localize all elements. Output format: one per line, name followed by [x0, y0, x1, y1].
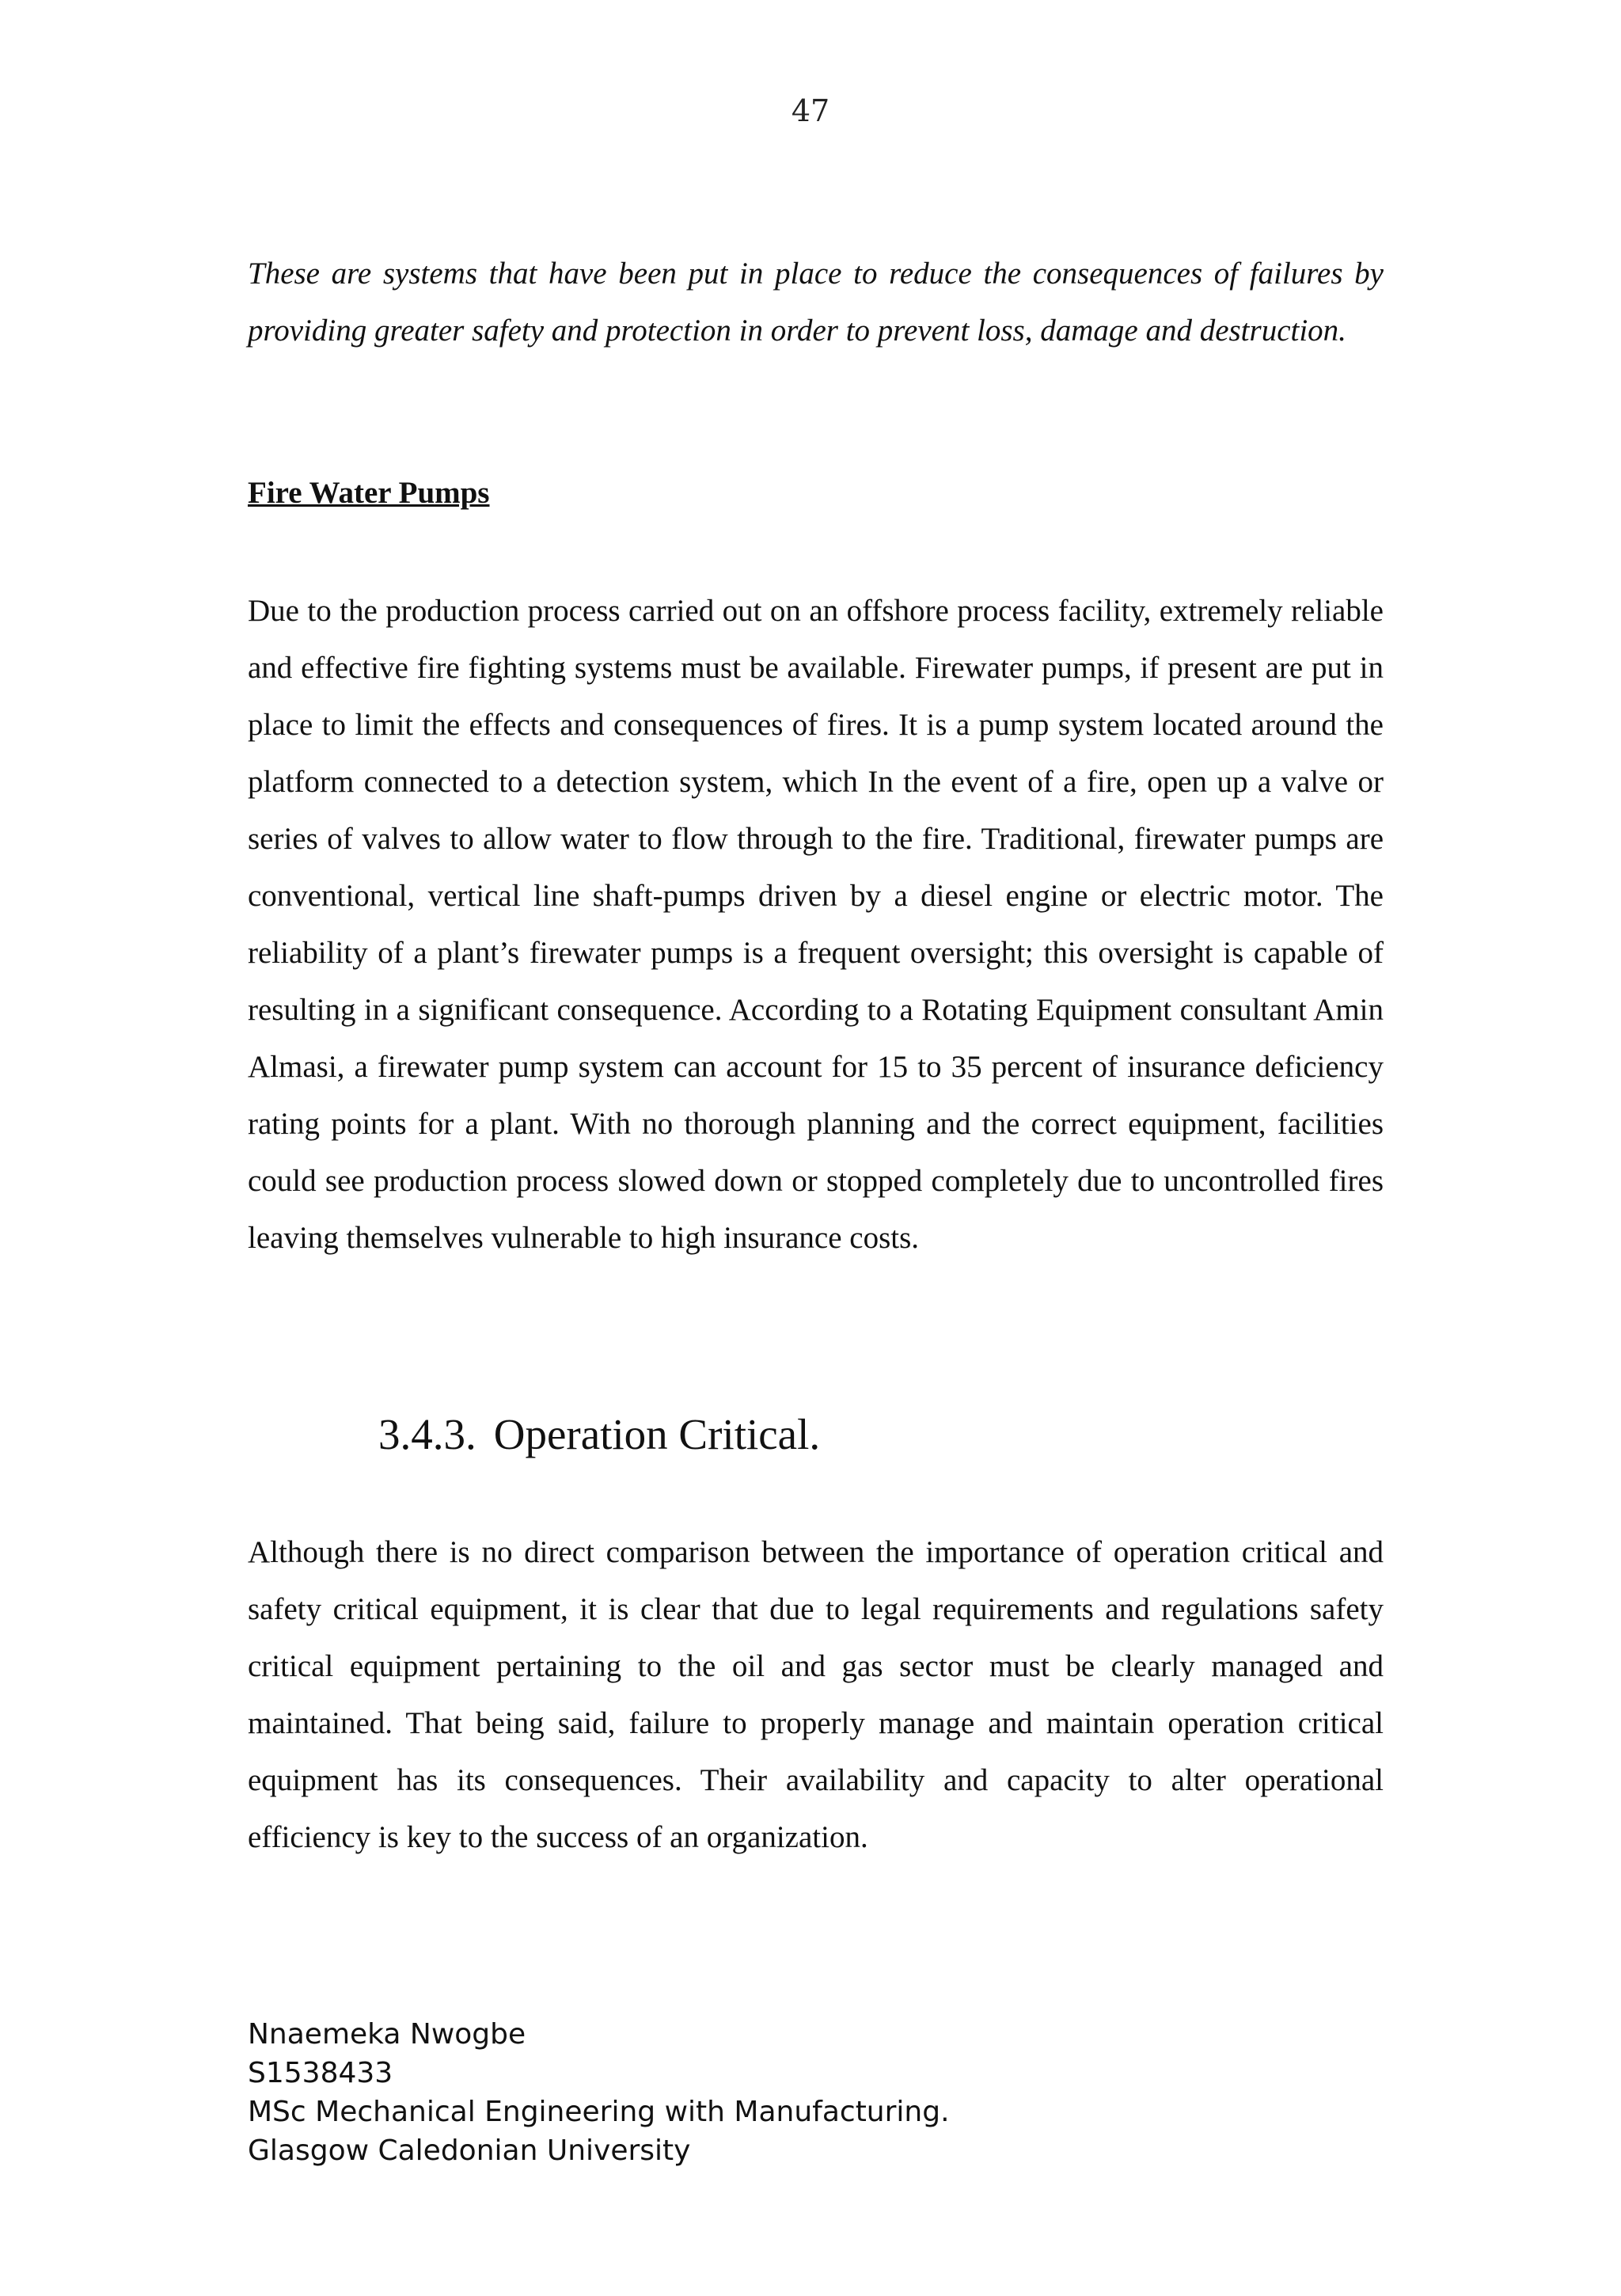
section-number: 3.4.3.: [378, 1410, 476, 1458]
author-name: Nnaemeka Nwogbe: [248, 2018, 526, 2051]
page-footer: [248, 2015, 950, 2170]
operation-critical-paragraph: Although there is no direct comparison between the importance of operation critical and safety critical equipment, it is clear that due to legal requirements and regulations safety critical equipment pertaining to the oil and gas sector must be clearly managed and maintained. That being said, failure to properly manage and maintain operation critical equipment has its consequences. Their availability and capacity to alter operational efficiency is key to the success of an organization.: [248, 1535, 1384, 1854]
section-heading: [378, 1409, 820, 1459]
student-id: S1538433: [248, 2057, 393, 2089]
section-title: Operation Critical.: [493, 1410, 821, 1458]
fire-water-pumps-heading: Fire Water Pumps: [248, 476, 490, 510]
programme-name: MSc Mechanical Engineering with Manufacturing.: [248, 2096, 950, 2128]
university-name: Glasgow Caledonian University: [248, 2134, 691, 2167]
intro-paragraph: These are systems that have been put in place to reduce the consequences of failures by providing greater safety and protection in order to prevent loss, damage and destruction.: [248, 257, 1384, 348]
page-number: 47: [791, 93, 830, 128]
fire-water-pumps-paragraph: Due to the production process carried out on an offshore process facility, extremely reliable and effective fire fighting systems must be available. Firewater pumps, if present are put in place to limit the effects and consequences of fires. It is a pump system located around the platform connected to a detection system, which In the event of a fire, open up a valve or series of valves to allow water to flow through to the fire. Traditional, firewater pumps are conventional, vertical line shaft-pumps driven by a diesel engine or electric motor. The reliability of a plant’s firewater pumps is a frequent oversight; this oversight is capable of resulting in a significant consequence. According to a Rotating Equipment consultant Amin Almasi, a firewater pump system can account for 15 to 35 percent of insurance deficiency rating points for a plant. With no thorough planning and the correct equipment, facilities could see production process slowed down or stopped completely due to uncontrolled fires leaving themselves vulnerable to high insurance costs.: [248, 594, 1384, 1255]
